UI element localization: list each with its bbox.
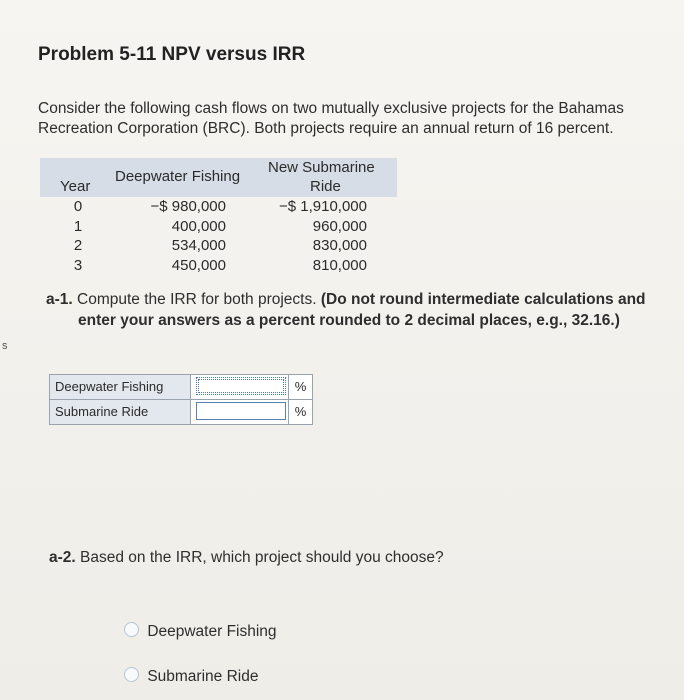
question-a1-instruction-1: (Do not round intermediate calculations and (320, 291, 646, 308)
question-a1-text: Compute the IRR for both projects. (77, 291, 317, 308)
irr-label-deepwater: Deepwater Fishing (50, 375, 191, 399)
option-deepwater-label: Deepwater Fishing (147, 623, 277, 640)
question-a2-text: Based on the IRR, which project should you choose? (80, 549, 444, 566)
header-submarine-line1: New Submarine (268, 159, 375, 176)
cell-year: 0 (73, 198, 83, 215)
edge-mark: s (2, 340, 8, 352)
cell-submarine: 830,000 (312, 237, 367, 254)
cell-submarine: 960,000 (312, 217, 367, 235)
irr-row-submarine (50, 400, 312, 424)
question-a2 (49, 549, 444, 567)
header-year: Year (60, 178, 91, 195)
radio-circle-icon[interactable] (124, 667, 139, 682)
option-deepwater[interactable] (124, 622, 277, 642)
cell-deepwater: 450,000 (171, 256, 226, 274)
table-row (40, 236, 397, 256)
irr-input-deepwater[interactable] (196, 377, 286, 395)
problem-intro (38, 99, 678, 139)
cell-deepwater: −$ 980,000 (150, 198, 226, 215)
table-row (40, 217, 397, 237)
irr-row-deepwater (50, 375, 312, 400)
irr-unit-submarine: % (288, 400, 312, 424)
table-row (40, 197, 397, 217)
question-a1-number: a-1. (46, 291, 73, 308)
option-submarine[interactable] (124, 667, 258, 687)
cell-year: 2 (73, 237, 83, 254)
irr-input-submarine[interactable] (196, 402, 286, 420)
cell-submarine: −$ 1,910,000 (278, 198, 367, 215)
cell-deepwater: 534,000 (171, 237, 226, 254)
cell-submarine: 810,000 (312, 256, 367, 274)
irr-answer-table (49, 374, 313, 425)
cell-deepwater: 400,000 (171, 217, 226, 235)
option-submarine-label: Submarine Ride (147, 668, 259, 685)
header-submarine-line2: Ride (310, 178, 341, 195)
question-a1 (46, 289, 646, 331)
cell-year: 3 (73, 256, 83, 274)
question-a2-number: a-2. (49, 549, 76, 566)
irr-label-submarine: Submarine Ride (50, 400, 191, 424)
cash-flow-table (40, 158, 397, 275)
radio-circle-icon[interactable] (124, 622, 139, 637)
header-deepwater: Deepwater Fishing (115, 168, 241, 185)
irr-unit-deepwater: % (288, 375, 312, 399)
cash-flow-header (40, 158, 397, 197)
question-a1-instruction-2: enter your answers as a percent rounded to 2 decimal places, e.g., 32.16.) (78, 312, 620, 329)
intro-line-2: Recreation Corporation (BRC). Both projects require an annual return of 16 percent. (38, 120, 614, 137)
intro-line-1: Consider the following cash flows on two mutually exclusive projects for the Bahamas (38, 100, 624, 117)
table-row (40, 256, 397, 276)
cell-year: 1 (73, 217, 83, 235)
problem-title: Problem 5-11 NPV versus IRR (38, 44, 306, 65)
